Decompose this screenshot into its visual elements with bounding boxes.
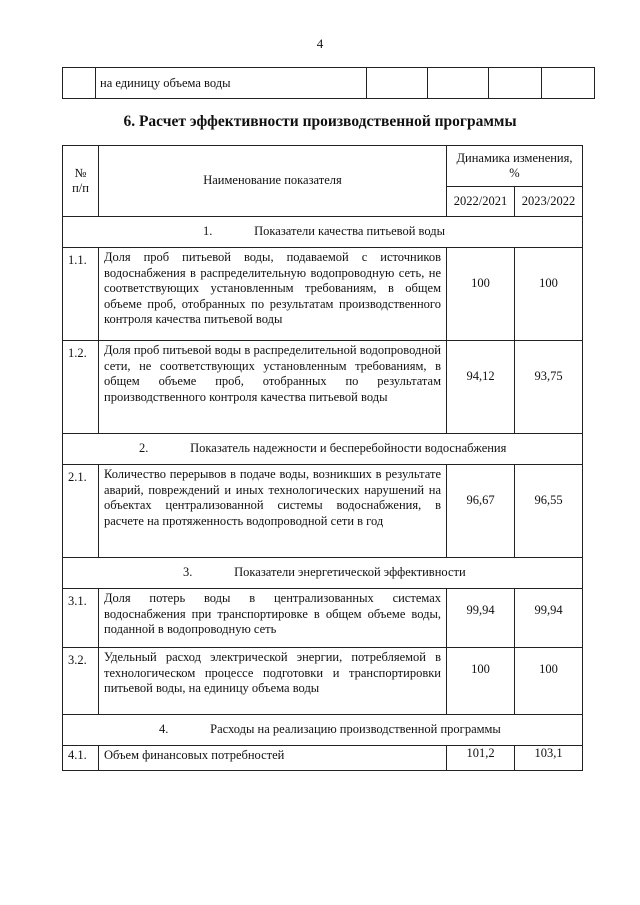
group-row (63, 715, 583, 746)
group-title: Показатели энергетической эффективности (234, 565, 466, 580)
group-number: 4. (159, 722, 169, 737)
header-dynamics: Динамика изменения, % (447, 146, 583, 187)
row-number: 2.1. (63, 465, 99, 558)
continuation-row (63, 68, 595, 99)
row-number: 3.1. (63, 589, 99, 648)
group-row (63, 558, 583, 589)
group-title: Показатель надежности и бесперебойности водоснабжения (190, 441, 507, 456)
row-description: Доля потерь воды в централизованных системах водоснабжения при транспортировке в общем объеме воды, поданной в водопроводную сеть (99, 589, 447, 648)
continuation-table (62, 67, 595, 99)
row-description: Объем финансовых потребностей (99, 746, 447, 771)
table-row (63, 248, 583, 341)
row-value-2022-2021: 96,67 (447, 465, 515, 558)
row-value-2023-2022: 93,75 (515, 341, 583, 434)
row-value-2022-2021: 94,12 (447, 341, 515, 434)
row-value-2023-2022: 100 (515, 648, 583, 715)
continuation-empty-cell (367, 68, 428, 99)
group-title: Показатели качества питьевой воды (254, 224, 445, 239)
page-number: 4 (316, 36, 324, 51)
continuation-num-cell (63, 68, 96, 99)
continuation-text-cell: на единицу объема воды (96, 68, 367, 99)
row-value-2022-2021: 100 (447, 248, 515, 341)
row-description: Количество перерывов в подаче воды, возникших в результате аварий, повреждений и иных технологических нарушений на объектах централизованной системы водоснабжения, в расчете на протяженность водопроводной сети в год (99, 465, 447, 558)
continuation-empty-cell (489, 68, 542, 99)
section-title: 6. Расчет эффективности производственной программы (123, 113, 517, 130)
row-value-2022-2021: 101,2 (447, 746, 515, 771)
efficiency-table (62, 145, 583, 771)
group-number: 2. (139, 441, 149, 456)
row-number: 1.1. (63, 248, 99, 341)
row-description: Доля проб питьевой воды, подаваемой с источников водоснабжения в распределительную водопроводную сеть, не соответствующих установленным требованиям, в общем объеме проб, отобранных по результатам производственного контроля качества питьевой воды (99, 248, 447, 341)
group-row (63, 434, 583, 465)
table-row (63, 648, 583, 715)
table-row (63, 746, 583, 771)
continuation-empty-cell (428, 68, 489, 99)
continuation-empty-cell (542, 68, 595, 99)
table-row (63, 589, 583, 648)
header-num: № п/п (63, 146, 99, 217)
row-number: 3.2. (63, 648, 99, 715)
group-number: 1. (203, 224, 213, 239)
group-row (63, 217, 583, 248)
row-value-2022-2021: 99,94 (447, 589, 515, 648)
row-value-2022-2021: 100 (447, 648, 515, 715)
table-row (63, 465, 583, 558)
row-value-2023-2022: 100 (515, 248, 583, 341)
row-number: 4.1. (63, 746, 99, 771)
table-row (63, 341, 583, 434)
row-value-2023-2022: 96,55 (515, 465, 583, 558)
row-number: 1.2. (63, 341, 99, 434)
group-number: 3. (183, 565, 193, 580)
header-name: Наименование показателя (99, 146, 447, 217)
row-description: Доля проб питьевой воды в распределительной водопроводной сети, не соответствующих установленным требованиям, в общем объеме проб, отобранных по результатам производственного контроля качества питьевой воды (99, 341, 447, 434)
row-value-2023-2022: 99,94 (515, 589, 583, 648)
group-title: Расходы на реализацию производственной программы (210, 722, 501, 737)
header-col-2023-2022: 2023/2022 (515, 187, 583, 217)
header-col-2022-2021: 2022/2021 (447, 187, 515, 217)
row-value-2023-2022: 103,1 (515, 746, 583, 771)
header-row (63, 146, 583, 187)
row-description: Удельный расход электрической энергии, потребляемой в технологическом процессе подготовки и транспортировки питьевой воды, на единицу объема воды (99, 648, 447, 715)
